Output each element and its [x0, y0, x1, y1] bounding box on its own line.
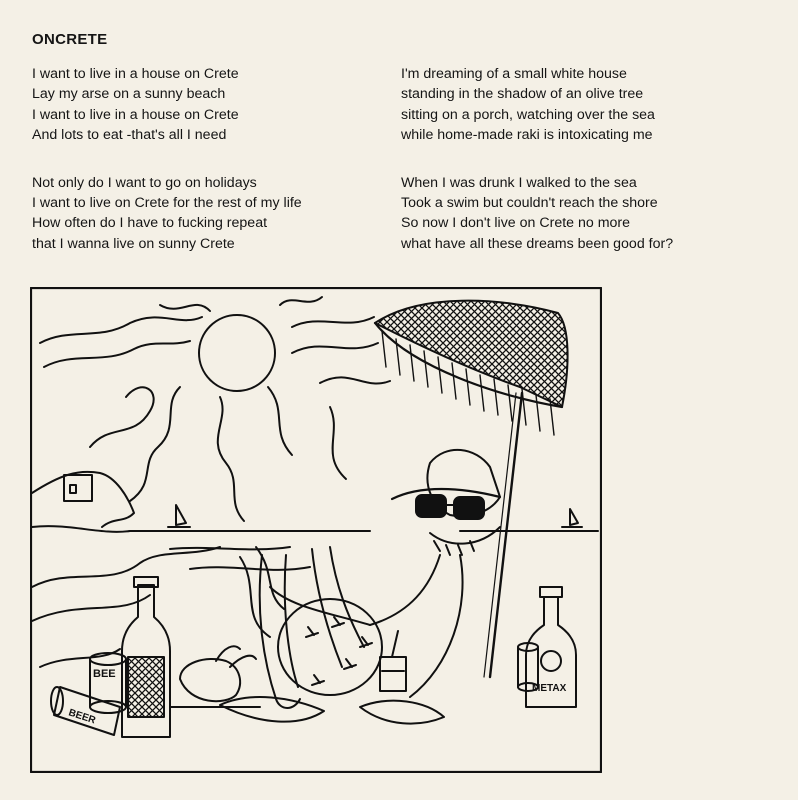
poem-line: what have all these dreams been good for?: [401, 235, 674, 252]
poem-line: sitting on a porch, watching over the sea: [401, 106, 655, 123]
stanza: [401, 173, 761, 255]
poem-line: I want to live in a house on Crete: [32, 66, 239, 82]
sailboat-icon: [168, 505, 582, 527]
beer-can-fallen-icon: [51, 687, 120, 735]
poem-line: Lay my arse on a sunny beach: [32, 86, 226, 103]
beach-umbrella-icon: [375, 301, 568, 677]
can-label-side: BEER: [67, 707, 97, 727]
poem-line: Not only do I want to go on holidays: [32, 174, 257, 191]
poem-line: When I was drunk I walked to the sea: [401, 174, 637, 191]
poem-line: I want to live on Crete for the rest of my life: [32, 195, 302, 212]
beach-cartoon-illustration: [30, 287, 602, 773]
poem-line: Took a swim but couldn't reach the shore: [401, 195, 658, 212]
poem-line: So now I don't live on Crete no more: [401, 215, 631, 232]
bleed-through-text: [500, 30, 504, 50]
poem-line: standing in the shadow of an olive tree: [401, 86, 644, 103]
stanza: [32, 173, 362, 255]
small-can-icon: [518, 643, 538, 691]
can-label-front: BEE: [93, 668, 116, 680]
whisky-bottle-icon: [122, 577, 170, 737]
poem-column-right: [401, 64, 761, 281]
wavy-sky-lines: [40, 317, 390, 479]
poem-line: How often do I have to fucking repeat: [32, 215, 268, 232]
drink-glass-icon: [380, 631, 406, 691]
bottle-label: METAX: [532, 683, 567, 694]
cliff-and-house: [32, 472, 134, 532]
poem-line: while home-made raki is intoxicating me: [401, 127, 653, 144]
stanza: [401, 64, 761, 146]
beach-shoreline: [32, 547, 284, 667]
poem-line: I'm dreaming of a small white house: [401, 66, 627, 82]
sun-icon: [130, 297, 322, 521]
poem-title: ONCRETE: [32, 31, 108, 48]
poem-line: And lots to eat -that's all I need: [32, 127, 227, 144]
poem-column-left: [32, 64, 362, 281]
poem-line: that I wanna live on sunny Crete: [32, 235, 235, 252]
sunbather-figure: [220, 450, 500, 724]
metaxa-bottle-icon: [526, 587, 576, 707]
stanza: [32, 64, 362, 146]
poem-line: I want to live in a house on Crete: [32, 106, 239, 123]
